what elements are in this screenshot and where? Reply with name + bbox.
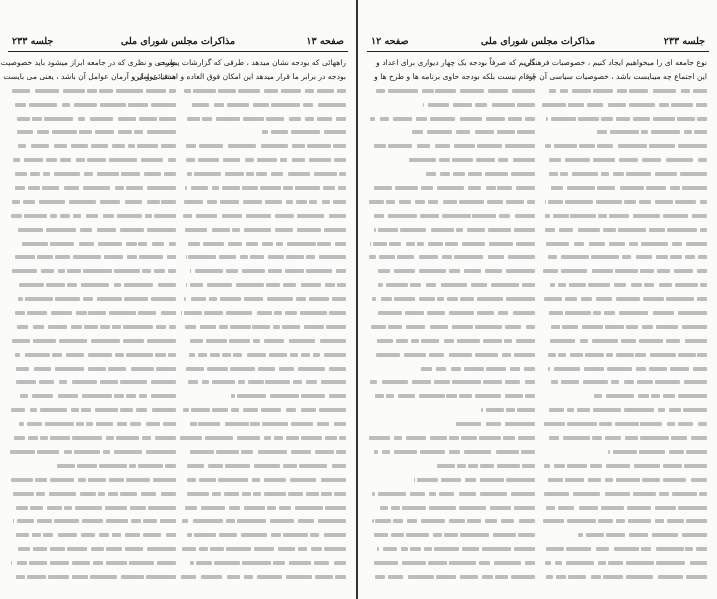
illegible-text-line xyxy=(10,514,176,528)
illegible-text-line xyxy=(10,542,176,556)
page-header xyxy=(367,36,709,50)
illegible-text-line xyxy=(180,542,346,556)
illegible-text-line xyxy=(369,473,535,487)
illegible-text-block xyxy=(10,84,176,584)
illegible-text-line xyxy=(180,153,346,167)
illegible-text-line xyxy=(369,417,535,431)
illegible-text-line xyxy=(10,459,176,473)
text-line: نوع جامعه ای را میخواهیم ایجاد کنیم ، خصوصیات فرهنگی xyxy=(524,58,707,67)
illegible-text-line xyxy=(369,487,535,501)
illegible-text-line xyxy=(180,348,346,362)
illegible-text-line xyxy=(541,417,707,431)
illegible-text-line xyxy=(541,348,707,362)
illegible-text-line xyxy=(541,98,707,112)
page-gutter xyxy=(356,0,358,599)
illegible-text-line xyxy=(180,125,346,139)
illegible-text-line xyxy=(541,501,707,515)
illegible-text-line xyxy=(541,278,707,292)
illegible-text-line xyxy=(541,570,707,584)
illegible-text-line xyxy=(369,98,535,112)
illegible-text-line xyxy=(180,514,346,528)
illegible-text-line xyxy=(180,181,346,195)
illegible-text-line xyxy=(180,334,346,348)
illegible-text-line xyxy=(10,417,176,431)
text-column-left xyxy=(0,56,176,584)
illegible-text-block xyxy=(180,84,346,584)
illegible-text-line xyxy=(541,445,707,459)
illegible-text-line xyxy=(369,278,535,292)
illegible-text-line xyxy=(180,417,346,431)
illegible-text-line xyxy=(541,181,707,195)
illegible-text-line xyxy=(541,556,707,570)
illegible-text-line xyxy=(541,528,707,542)
illegible-text-line xyxy=(369,209,535,223)
illegible-text-line xyxy=(369,181,535,195)
illegible-text-line xyxy=(10,195,176,209)
illegible-text-line xyxy=(541,209,707,223)
illegible-text-line xyxy=(10,250,176,264)
illegible-text-line xyxy=(180,84,346,98)
illegible-text-line xyxy=(180,473,346,487)
text-line: داریم که صرفاً بودجه یک چهار دیواری برای اعداد و xyxy=(376,58,535,67)
illegible-text-line xyxy=(541,139,707,153)
left-page xyxy=(0,0,356,599)
illegible-text-line xyxy=(369,542,535,556)
illegible-text-line xyxy=(369,334,535,348)
text-line: راههائی که بودجه نشان میدهد ، طرقی که گزارشات پیوست xyxy=(157,58,346,67)
illegible-text-line xyxy=(10,153,176,167)
text-line: این اجتماع چه میبایست باشد ، خصوصیات سیاسی آن چه xyxy=(528,71,707,81)
illegible-text-line xyxy=(541,487,707,501)
illegible-text-line xyxy=(180,501,346,515)
illegible-text-line xyxy=(180,167,346,181)
illegible-text-line xyxy=(541,306,707,320)
illegible-text-line xyxy=(10,209,176,223)
illegible-text-line xyxy=(541,542,707,556)
illegible-text-line xyxy=(10,362,176,376)
illegible-text-line xyxy=(10,84,176,98)
illegible-text-line xyxy=(369,320,535,334)
illegible-text-line xyxy=(180,528,346,542)
illegible-text-line xyxy=(180,306,346,320)
illegible-text-line xyxy=(369,445,535,459)
illegible-text-line xyxy=(180,403,346,417)
illegible-text-line xyxy=(369,195,535,209)
illegible-text-line xyxy=(541,195,707,209)
illegible-text-line xyxy=(180,487,346,501)
illegible-text-line xyxy=(10,112,176,126)
illegible-text-line xyxy=(369,112,535,126)
illegible-text-line xyxy=(541,125,707,139)
text-column-left xyxy=(369,56,535,584)
illegible-text-line xyxy=(369,84,535,98)
illegible-text-line xyxy=(180,139,346,153)
illegible-text-line xyxy=(180,195,346,209)
illegible-text-line xyxy=(10,403,176,417)
illegible-text-line xyxy=(369,431,535,445)
illegible-text-line xyxy=(369,528,535,542)
illegible-text-line xyxy=(369,167,535,181)
illegible-text-line xyxy=(541,403,707,417)
illegible-text-line xyxy=(541,264,707,278)
illegible-text-line xyxy=(541,112,707,126)
illegible-text-line xyxy=(180,375,346,389)
illegible-text-line xyxy=(10,306,176,320)
illegible-text-line xyxy=(10,528,176,542)
illegible-text-line xyxy=(10,501,176,515)
illegible-text-line xyxy=(180,264,346,278)
illegible-text-line xyxy=(180,237,346,251)
illegible-text-line xyxy=(10,445,176,459)
illegible-text-line xyxy=(180,292,346,306)
text-line: ارقام نیست بلکه بودجه حاوی برنامه ها و طرح ها و xyxy=(374,71,535,81)
illegible-text-line xyxy=(180,431,346,445)
illegible-text-line xyxy=(369,514,535,528)
session-number: جلسه ۲۳۳ xyxy=(663,36,705,47)
illegible-text-line xyxy=(10,264,176,278)
header-rule xyxy=(8,51,348,52)
illegible-text-line xyxy=(369,348,535,362)
illegible-text-line xyxy=(369,501,535,515)
illegible-text-line xyxy=(541,375,707,389)
illegible-text-line xyxy=(541,473,707,487)
illegible-text-line xyxy=(10,473,176,487)
illegible-text-line xyxy=(541,459,707,473)
illegible-text-line xyxy=(541,237,707,251)
illegible-text-line xyxy=(369,375,535,389)
illegible-text-line xyxy=(180,570,346,584)
illegible-text-line xyxy=(369,306,535,320)
illegible-text-line xyxy=(180,209,346,223)
illegible-text-line xyxy=(369,223,535,237)
illegible-text-line xyxy=(369,153,535,167)
illegible-text-line xyxy=(180,278,346,292)
illegible-text-line xyxy=(180,250,346,264)
illegible-text-line xyxy=(10,292,176,306)
illegible-text-line xyxy=(541,167,707,181)
illegible-text-line xyxy=(541,292,707,306)
illegible-text-line xyxy=(369,459,535,473)
illegible-text-line xyxy=(180,459,346,473)
illegible-text-line xyxy=(369,403,535,417)
illegible-text-line xyxy=(10,348,176,362)
page-header xyxy=(8,36,348,50)
illegible-text-line xyxy=(369,125,535,139)
illegible-text-line xyxy=(10,237,176,251)
right-page xyxy=(359,0,717,599)
illegible-text-line xyxy=(180,389,346,403)
publication-title: مذاکرات مجلس شورای ملی xyxy=(120,36,236,47)
illegible-text-line xyxy=(180,445,346,459)
illegible-text-line xyxy=(541,153,707,167)
text-line: هدف عوامل و آرمان عوامل آن باشد ، یعنی می بایست xyxy=(3,71,176,81)
illegible-text-line xyxy=(369,292,535,306)
illegible-text-line xyxy=(10,223,176,237)
illegible-text-line xyxy=(180,362,346,376)
illegible-text-line xyxy=(369,556,535,570)
illegible-text-line xyxy=(10,375,176,389)
page-number: صفحه ۱۳ xyxy=(306,36,344,47)
illegible-text-line xyxy=(541,431,707,445)
illegible-text-line xyxy=(10,125,176,139)
illegible-text-line xyxy=(369,237,535,251)
text-line: بودجه در برابر ما قرار میدهد این امکان فوق العاده و استثنائی و این xyxy=(133,71,346,81)
illegible-text-line xyxy=(180,556,346,570)
illegible-text-line xyxy=(541,334,707,348)
text-line: طرحی و نظری که در جامعه ابراز میشود باید خصوصیت xyxy=(0,58,176,67)
illegible-text-line xyxy=(10,139,176,153)
illegible-text-line xyxy=(180,223,346,237)
illegible-text-line xyxy=(180,112,346,126)
page-number: صفحه ۱۲ xyxy=(371,36,409,47)
header-rule xyxy=(367,51,709,52)
illegible-text-block xyxy=(541,84,707,584)
illegible-text-line xyxy=(10,167,176,181)
illegible-text-line xyxy=(541,389,707,403)
illegible-text-line xyxy=(369,362,535,376)
illegible-text-line xyxy=(10,389,176,403)
illegible-text-line xyxy=(10,181,176,195)
session-number: جلسه ۲۳۳ xyxy=(12,36,54,47)
illegible-text-line xyxy=(541,320,707,334)
illegible-text-line xyxy=(541,223,707,237)
text-column-right xyxy=(524,56,707,584)
illegible-text-line xyxy=(541,84,707,98)
illegible-text-line xyxy=(10,431,176,445)
illegible-text-line xyxy=(180,320,346,334)
illegible-text-line xyxy=(541,250,707,264)
illegible-text-line xyxy=(369,389,535,403)
illegible-text-block xyxy=(369,84,535,584)
illegible-text-line xyxy=(369,264,535,278)
illegible-text-line xyxy=(10,278,176,292)
illegible-text-line xyxy=(180,98,346,112)
illegible-text-line xyxy=(10,334,176,348)
illegible-text-line xyxy=(369,250,535,264)
illegible-text-line xyxy=(10,570,176,584)
illegible-text-line xyxy=(369,570,535,584)
illegible-text-line xyxy=(541,514,707,528)
illegible-text-line xyxy=(10,556,176,570)
illegible-text-line xyxy=(541,362,707,376)
illegible-text-line xyxy=(10,98,176,112)
illegible-text-line xyxy=(10,320,176,334)
text-column-right xyxy=(133,56,346,584)
illegible-text-line xyxy=(369,139,535,153)
illegible-text-line xyxy=(10,487,176,501)
publication-title: مذاکرات مجلس شورای ملی xyxy=(480,36,596,47)
